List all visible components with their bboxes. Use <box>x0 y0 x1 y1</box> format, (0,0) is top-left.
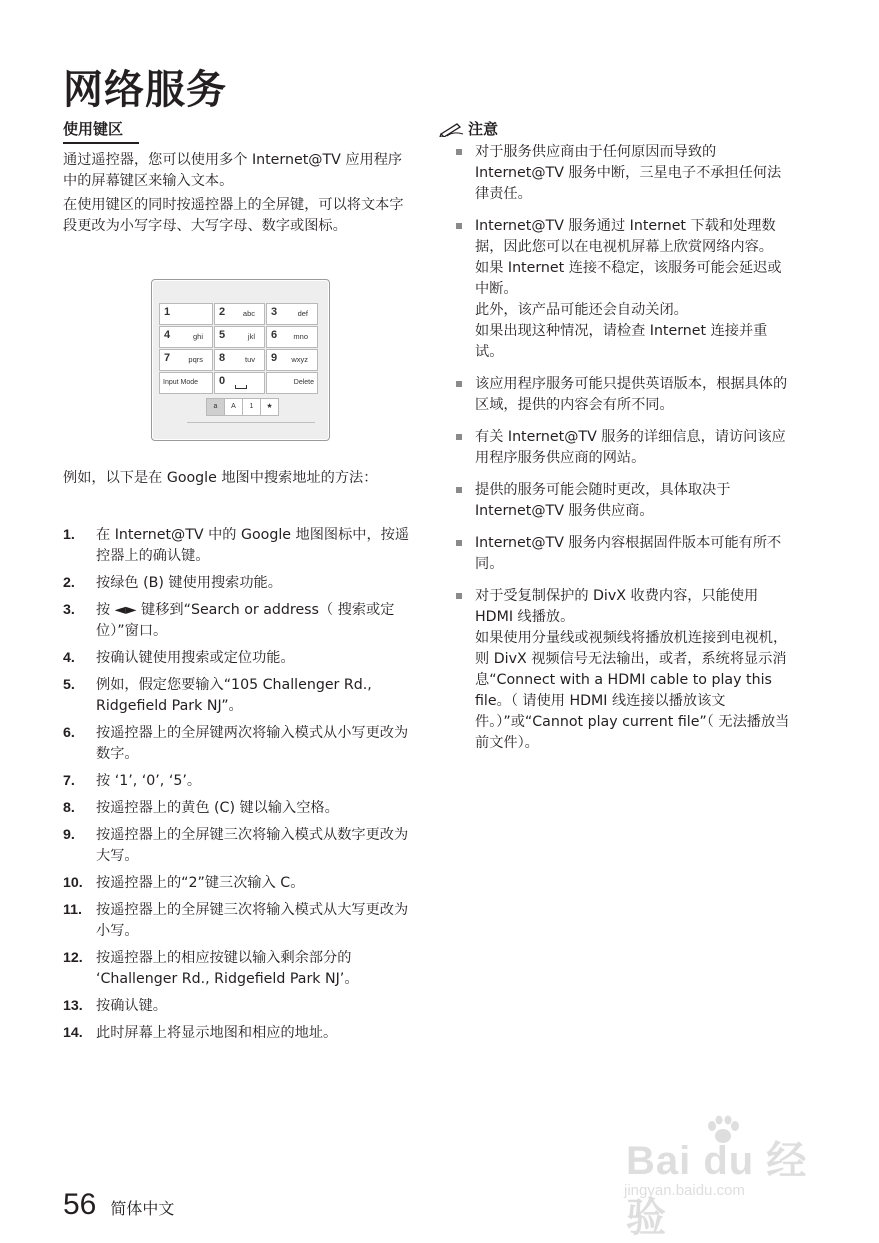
key-digit: 2 <box>219 306 226 318</box>
bullet-icon <box>456 540 462 546</box>
input-mode-label: Input Mode <box>163 379 199 386</box>
key-letters: wxyz <box>291 355 308 364</box>
keypad-key-4[interactable] <box>159 326 213 348</box>
note-text: 该应用程序服务可能只提供英语版本，根据具体的区域，提供的内容会有所不同。 <box>475 376 788 413</box>
step-text: 按绿色 (B) 键使用搜索功能。 <box>96 575 282 591</box>
bullet-icon <box>456 593 462 599</box>
step-text: 按 ‘1’, ‘0’, ‘5’。 <box>96 773 202 789</box>
step-number: 3. <box>63 602 75 618</box>
step-number: 2. <box>63 575 75 591</box>
section-title: 使用键区 <box>63 118 139 144</box>
space-icon <box>235 385 247 389</box>
step-item <box>63 900 415 942</box>
note-text: 对于受复制保护的 DivX 收费内容，只能使用 HDMI 线播放。 <box>475 588 759 625</box>
pencil-note-icon <box>439 121 465 137</box>
step-number: 14. <box>63 1025 83 1041</box>
intro-paragraph: 在使用键区的同时按遥控器上的全屏键，可以将文本字段更改为小写字母、大写字母、数字或图标。 <box>63 197 404 234</box>
language-label: 简体中文 <box>110 1199 175 1218</box>
bullet-icon <box>456 434 462 440</box>
keypad-key-5[interactable] <box>214 326 265 348</box>
intro-text <box>63 150 415 240</box>
step-text: 按遥控器上的相应按键以输入剩余部分的 ‘Challenger Rd., Ridgefield Park NJ’。 <box>96 950 359 987</box>
key-letters: def <box>297 309 308 318</box>
step-number: 6. <box>63 725 75 741</box>
step-number: 7. <box>63 773 75 789</box>
note-item <box>456 586 792 754</box>
step-number: 9. <box>63 827 75 843</box>
keypad-key-7[interactable] <box>159 349 213 371</box>
step-text: 按遥控器上的全屏键两次将输入模式从小写更改为数字。 <box>96 725 409 762</box>
example-intro: 例如，以下是在 Google 地图中搜索地址的方法： <box>63 470 378 486</box>
note-title: 注意 <box>468 120 499 138</box>
note-text: 提供的服务可能会随时更改，具体取决于 Internet@TV 服务供应商。 <box>475 482 731 519</box>
delete-key[interactable] <box>266 372 318 394</box>
keypad-key-6[interactable] <box>266 326 318 348</box>
step-text: 按 ◄► 键移到“Search or address（ 搜索或定位）”窗口。 <box>96 602 395 639</box>
note-item <box>456 374 792 416</box>
key-digit: 3 <box>271 306 278 318</box>
note-item <box>456 427 792 469</box>
keypad-key-3[interactable] <box>266 303 318 325</box>
watermark-logo-text: Bai du 经验 <box>626 1139 808 1240</box>
steps-list <box>63 525 415 1050</box>
keypad-key-2[interactable] <box>214 303 265 325</box>
key-digit: 7 <box>164 352 171 364</box>
step-number: 11. <box>63 902 82 918</box>
note-text: 有关 Internet@TV 服务的详细信息，请访问该应用程序服务供应商的网站。 <box>475 429 786 466</box>
bullet-icon <box>456 381 462 387</box>
key-digit: 1 <box>164 306 171 318</box>
watermark-url: jingyan.baidu.com <box>624 1182 745 1199</box>
note-text: 对于服务供应商由于任何原因而导致的 Internet@TV 服务中断，三星电子不承担任何法律责任。 <box>475 144 782 202</box>
key-letters: abc <box>242 309 255 318</box>
step-number: 1. <box>63 527 75 543</box>
note-text: 如果使用分量线或视频线将播放机连接到电视机，则 DivX 视频信号无法输出，或者，系统将显示消息“Connect with a HDMI cable to play this file。（ 请使用 HDMI 线连接以播放该文件。）”或“Cannot play current file”（ 无法播放当前文件）。 <box>475 630 790 751</box>
step-item <box>63 525 415 567</box>
mode-symbol[interactable]: ★ <box>260 398 279 416</box>
step-number: 4. <box>63 650 75 666</box>
note-item <box>456 533 792 575</box>
step-text: 按确认键使用搜索或定位功能。 <box>96 650 295 666</box>
note-text: 此外，该产品可能还会自动关闭。 <box>475 302 688 318</box>
note-text: Internet@TV 服务内容根据固件版本可能有所不同。 <box>475 535 782 572</box>
step-item <box>63 648 415 669</box>
step-item <box>63 873 415 894</box>
step-text: 按遥控器上的全屏键三次将输入模式从数字更改为大写。 <box>96 827 409 864</box>
step-item <box>63 825 415 867</box>
page-footer <box>63 1188 174 1222</box>
step-number: 10. <box>63 875 83 891</box>
keypad-key-9[interactable] <box>266 349 318 371</box>
bullet-icon <box>456 223 462 229</box>
step-text: 按遥控器上的全屏键三次将输入模式从大写更改为小写。 <box>96 902 409 939</box>
step-text: 此时屏幕上将显示地图和相应的地址。 <box>96 1025 338 1041</box>
key-letters: mno <box>293 332 308 341</box>
keypad-key-1[interactable] <box>159 303 213 325</box>
step-item <box>63 600 415 642</box>
step-number: 13. <box>63 998 83 1014</box>
page-title: 网络服务 <box>63 67 227 113</box>
step-item <box>63 573 415 594</box>
notes-list <box>456 142 792 765</box>
note-text: 如果出现这种情况，请检查 Internet 连接并重试。 <box>475 323 768 360</box>
note-item <box>456 216 792 363</box>
mode-uppercase[interactable]: A <box>224 398 243 416</box>
step-number: 12. <box>63 950 83 966</box>
key-digit: 6 <box>271 329 278 341</box>
mode-lowercase[interactable]: a <box>206 398 225 416</box>
bullet-icon <box>456 149 462 155</box>
note-heading <box>439 118 498 139</box>
key-letters: jkl <box>247 332 255 341</box>
input-mode-key[interactable] <box>159 372 213 394</box>
note-item <box>456 142 792 205</box>
key-digit: 5 <box>219 329 226 341</box>
step-number: 5. <box>63 677 75 693</box>
baidu-watermark <box>620 1115 830 1240</box>
step-number: 8. <box>63 800 75 816</box>
step-item <box>63 723 415 765</box>
mode-numeric[interactable]: 1 <box>242 398 261 416</box>
step-item <box>63 771 415 792</box>
key-letters: ghi <box>192 332 203 341</box>
step-text: 在 Internet@TV 中的 Google 地图图标中，按遥控器上的确认键。 <box>96 527 410 564</box>
key-digit: 4 <box>164 329 171 341</box>
key-digit: 0 <box>219 375 226 387</box>
step-item <box>63 1023 415 1044</box>
onscreen-keypad <box>151 279 330 441</box>
step-text: 按遥控器上的“2”键三次输入 C。 <box>96 875 305 891</box>
step-item <box>63 798 415 819</box>
input-mode-bar <box>206 398 278 414</box>
step-text: 按遥控器上的黄色 (C) 键以输入空格。 <box>96 800 339 816</box>
step-item <box>63 996 415 1017</box>
key-digit: 9 <box>271 352 278 364</box>
step-text: 按确认键。 <box>96 998 167 1014</box>
page-number: 56 <box>63 1188 97 1221</box>
note-item <box>456 480 792 522</box>
keypad-divider <box>187 422 315 423</box>
keypad-key-0[interactable] <box>214 372 265 394</box>
key-letters: pqrs <box>188 355 203 364</box>
key-letters: tuv <box>244 355 255 364</box>
intro-paragraph: 通过遥控器，您可以使用多个 Internet@TV 应用程序中的屏幕键区来输入文本。 <box>63 152 403 189</box>
key-digit: 8 <box>219 352 226 364</box>
step-item <box>63 948 415 990</box>
note-text: Internet@TV 服务通过 Internet 下载和处理数据，因此您可以在电视机屏幕上欣赏网络内容。 <box>475 218 776 255</box>
keypad-key-8[interactable] <box>214 349 265 371</box>
bullet-icon <box>456 487 462 493</box>
step-text: 例如，假定您要输入“105 Challenger Rd., Ridgefield Park NJ”。 <box>96 677 372 714</box>
note-text: 如果 Internet 连接不稳定，该服务可能会延迟或中断。 <box>475 260 782 297</box>
delete-label: Delete <box>293 379 314 386</box>
step-item <box>63 675 415 717</box>
